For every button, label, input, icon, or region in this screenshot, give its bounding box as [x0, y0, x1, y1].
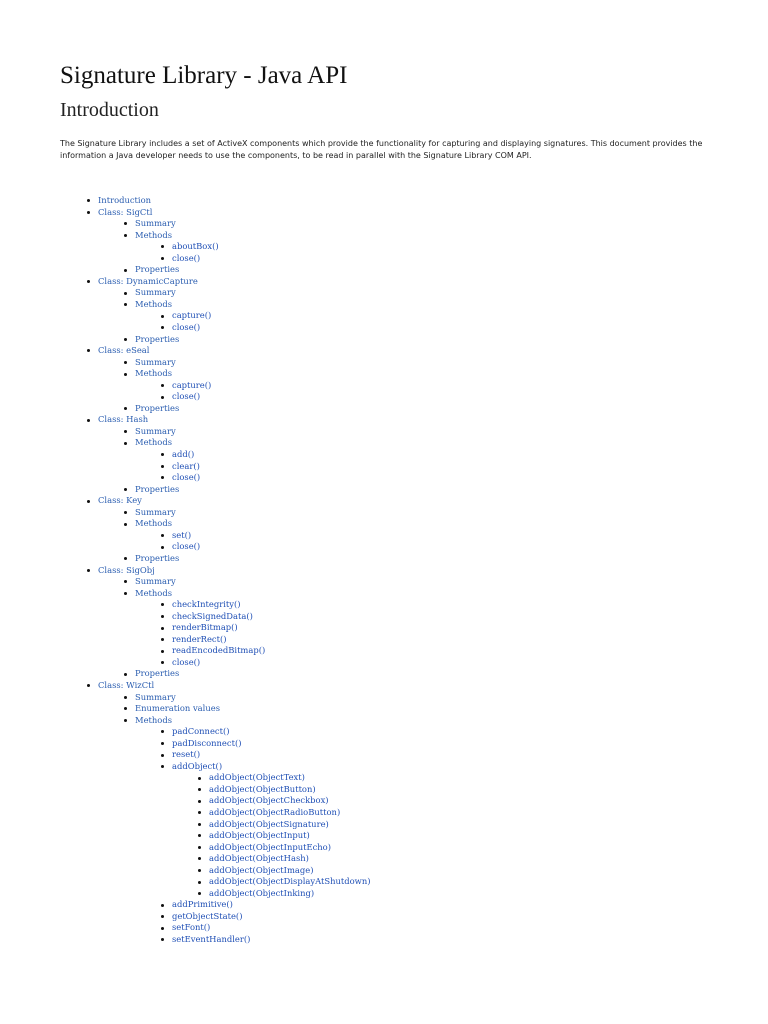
toc-list-level-2 [98, 426, 708, 495]
document-page [60, 60, 708, 946]
toc-link-close[interactable]: close() [172, 322, 201, 333]
toc-item [172, 911, 708, 923]
toc-item [172, 761, 708, 900]
toc-link-properties[interactable]: Properties [135, 483, 180, 494]
toc-link-capture[interactable]: capture() [172, 310, 212, 321]
toc-link-close[interactable]: close() [172, 252, 201, 263]
table-of-contents [60, 195, 708, 946]
toc-item [209, 888, 708, 900]
toc-link-addobject[interactable]: addObject() [172, 760, 223, 771]
toc-link-methods[interactable]: Methods [135, 229, 172, 240]
toc-link-class-eseal[interactable]: Class: eSeal [98, 345, 150, 356]
toc-item [172, 726, 708, 738]
toc-item [172, 645, 708, 657]
toc-link-class-sigobj[interactable]: Class: SigObj [98, 564, 155, 575]
page-title: Signature Library - Java API [60, 62, 348, 89]
toc-item [135, 703, 708, 715]
toc-item [209, 819, 708, 831]
toc-link-addobject-objectdisplayatshutdown[interactable]: addObject(ObjectDisplayAtShutdown) [209, 876, 371, 887]
toc-link-addobject-objecttext[interactable]: addObject(ObjectText) [209, 772, 305, 783]
toc-link-methods[interactable]: Methods [135, 587, 172, 598]
toc-item [172, 241, 708, 253]
toc-item [172, 749, 708, 761]
toc-item [172, 899, 708, 911]
toc-link-setfont[interactable]: setFont() [172, 922, 211, 933]
toc-link-enumeration-values[interactable]: Enumeration values [135, 703, 220, 714]
toc-item [172, 634, 708, 646]
toc-item [135, 484, 708, 496]
toc-link-addobject-objectsignature[interactable]: addObject(ObjectSignature) [209, 818, 329, 829]
toc-item [172, 253, 708, 265]
toc-list-level-3 [135, 380, 708, 403]
toc-item [135, 715, 708, 946]
toc-link-add[interactable]: add() [172, 449, 195, 460]
toc-item [172, 461, 708, 473]
toc-item [135, 403, 708, 415]
toc-link-properties[interactable]: Properties [135, 264, 180, 275]
toc-item [135, 426, 708, 438]
section-heading-introduction: Introduction [60, 99, 159, 121]
toc-item [209, 876, 708, 888]
toc-item [172, 391, 708, 403]
toc-link-class-sigctl[interactable]: Class: SigCtl [98, 206, 153, 217]
toc-item [98, 680, 708, 946]
toc-list-level-4 [172, 772, 708, 899]
toc-link-class-key[interactable]: Class: Key [98, 495, 142, 506]
toc-list-level-3 [135, 449, 708, 484]
toc-item [135, 299, 708, 334]
toc-item [135, 553, 708, 565]
toc-link-addobject-objectinput[interactable]: addObject(ObjectInput) [209, 830, 310, 841]
intro-paragraph: The Signature Library includes a set of ActiveX components which provide the functionality for capturing and displaying signatures. This document provides the information a Java developer needs to use the components, to be read in parallel with the Signature Library COM API. [60, 139, 703, 160]
toc-item [135, 357, 708, 369]
toc-link-properties[interactable]: Properties [135, 402, 180, 413]
toc-list-level-2 [98, 218, 708, 276]
toc-link-summary[interactable]: Summary [135, 506, 176, 517]
toc-item [135, 218, 708, 230]
toc-link-renderbitmap[interactable]: renderBitmap() [172, 622, 238, 633]
toc-item [172, 310, 708, 322]
toc-item [172, 922, 708, 934]
toc-link-summary[interactable]: Summary [135, 287, 176, 298]
toc-item [98, 565, 708, 680]
toc-item [209, 853, 708, 865]
toc-item [172, 622, 708, 634]
toc-link-padconnect[interactable]: padConnect() [172, 726, 230, 737]
toc-item [135, 507, 708, 519]
toc-list-level-1 [60, 195, 708, 946]
toc-list-level-3 [135, 241, 708, 264]
toc-item [172, 322, 708, 334]
toc-link-properties[interactable]: Properties [135, 333, 180, 344]
toc-link-addprimitive[interactable]: addPrimitive() [172, 899, 233, 910]
toc-item [98, 345, 708, 414]
toc-link-addobject-objectradiobutton[interactable]: addObject(ObjectRadioButton) [209, 806, 341, 817]
toc-list-level-2 [98, 357, 708, 415]
toc-link-aboutbox[interactable]: aboutBox() [172, 241, 219, 252]
toc-list-level-2 [98, 287, 708, 345]
toc-link-methods[interactable]: Methods [135, 518, 172, 529]
toc-list-level-3 [135, 310, 708, 333]
toc-item [172, 738, 708, 750]
toc-item [135, 668, 708, 680]
toc-link-addobject-objectinking[interactable]: addObject(ObjectInking) [209, 887, 315, 898]
toc-item [135, 287, 708, 299]
toc-link-close[interactable]: close() [172, 391, 201, 402]
toc-item [209, 842, 708, 854]
toc-item [135, 334, 708, 346]
toc-link-methods[interactable]: Methods [135, 368, 172, 379]
toc-item [135, 230, 708, 265]
toc-item [209, 807, 708, 819]
toc-link-renderrect[interactable]: renderRect() [172, 633, 227, 644]
toc-item [209, 865, 708, 877]
toc-list-level-2 [98, 692, 708, 946]
toc-link-summary[interactable]: Summary [135, 218, 176, 229]
toc-link-summary[interactable]: Summary [135, 691, 176, 702]
toc-link-set[interactable]: set() [172, 529, 192, 540]
toc-link-methods[interactable]: Methods [135, 298, 172, 309]
toc-list-level-2 [98, 576, 708, 680]
toc-link-seteventhandler[interactable]: setEventHandler() [172, 934, 251, 944]
toc-link-addobject-objectinputecho[interactable]: addObject(ObjectInputEcho) [209, 841, 331, 852]
toc-item [135, 518, 708, 553]
toc-list-level-3 [135, 530, 708, 553]
toc-link-checksigneddata[interactable]: checkSignedData() [172, 610, 253, 621]
toc-item [135, 692, 708, 704]
toc-item [172, 611, 708, 623]
toc-link-reset[interactable]: reset() [172, 749, 201, 760]
toc-link-paddisconnect[interactable]: padDisconnect() [172, 737, 242, 748]
toc-item [172, 541, 708, 553]
toc-link-addobject-objectbutton[interactable]: addObject(ObjectButton) [209, 783, 316, 794]
toc-link-class-dynamiccapture[interactable]: Class: DynamicCapture [98, 275, 198, 286]
toc-link-addobject-objecthash[interactable]: addObject(ObjectHash) [209, 853, 309, 864]
toc-link-addobject-objectimage[interactable]: addObject(ObjectImage) [209, 864, 314, 875]
toc-list-level-2 [98, 507, 708, 565]
toc-link-close[interactable]: close() [172, 541, 201, 552]
toc-item [172, 599, 708, 611]
toc-link-introduction[interactable]: Introduction [98, 195, 152, 205]
toc-item [98, 495, 708, 564]
toc-link-properties[interactable]: Properties [135, 552, 180, 563]
toc-link-readencodedbitmap[interactable]: readEncodedBitmap() [172, 645, 266, 656]
toc-item [209, 772, 708, 784]
toc-link-class-hash[interactable]: Class: Hash [98, 414, 149, 425]
toc-list-level-3 [135, 726, 708, 945]
toc-link-addobject-objectcheckbox[interactable]: addObject(ObjectCheckbox) [209, 795, 329, 806]
toc-link-summary[interactable]: Summary [135, 356, 176, 367]
toc-item [98, 207, 708, 276]
toc-link-class-wizctl[interactable]: Class: WizCtl [98, 679, 155, 690]
toc-link-close[interactable]: close() [172, 656, 201, 667]
toc-item [135, 576, 708, 588]
toc-item [209, 830, 708, 842]
toc-link-getobjectstate[interactable]: getObjectState() [172, 910, 243, 921]
toc-link-checkintegrity[interactable]: checkIntegrity() [172, 599, 241, 610]
toc-link-capture[interactable]: capture() [172, 379, 212, 390]
toc-link-summary[interactable]: Summary [135, 576, 176, 587]
toc-link-methods[interactable]: Methods [135, 714, 172, 725]
toc-item [135, 368, 708, 403]
toc-link-clear[interactable]: clear() [172, 460, 200, 471]
toc-item [135, 588, 708, 669]
toc-link-close[interactable]: close() [172, 472, 201, 483]
toc-item [98, 414, 708, 495]
toc-item [135, 437, 708, 483]
toc-link-methods[interactable]: Methods [135, 437, 172, 448]
toc-item [172, 472, 708, 484]
toc-item [209, 795, 708, 807]
toc-item [98, 195, 708, 207]
toc-item [98, 276, 708, 345]
toc-link-properties[interactable]: Properties [135, 668, 180, 679]
toc-item [172, 657, 708, 669]
toc-item [135, 264, 708, 276]
toc-item [209, 784, 708, 796]
toc-item [172, 449, 708, 461]
toc-item [172, 530, 708, 542]
toc-item [172, 934, 708, 946]
toc-item [172, 380, 708, 392]
toc-list-level-3 [135, 599, 708, 668]
toc-link-summary[interactable]: Summary [135, 425, 176, 436]
